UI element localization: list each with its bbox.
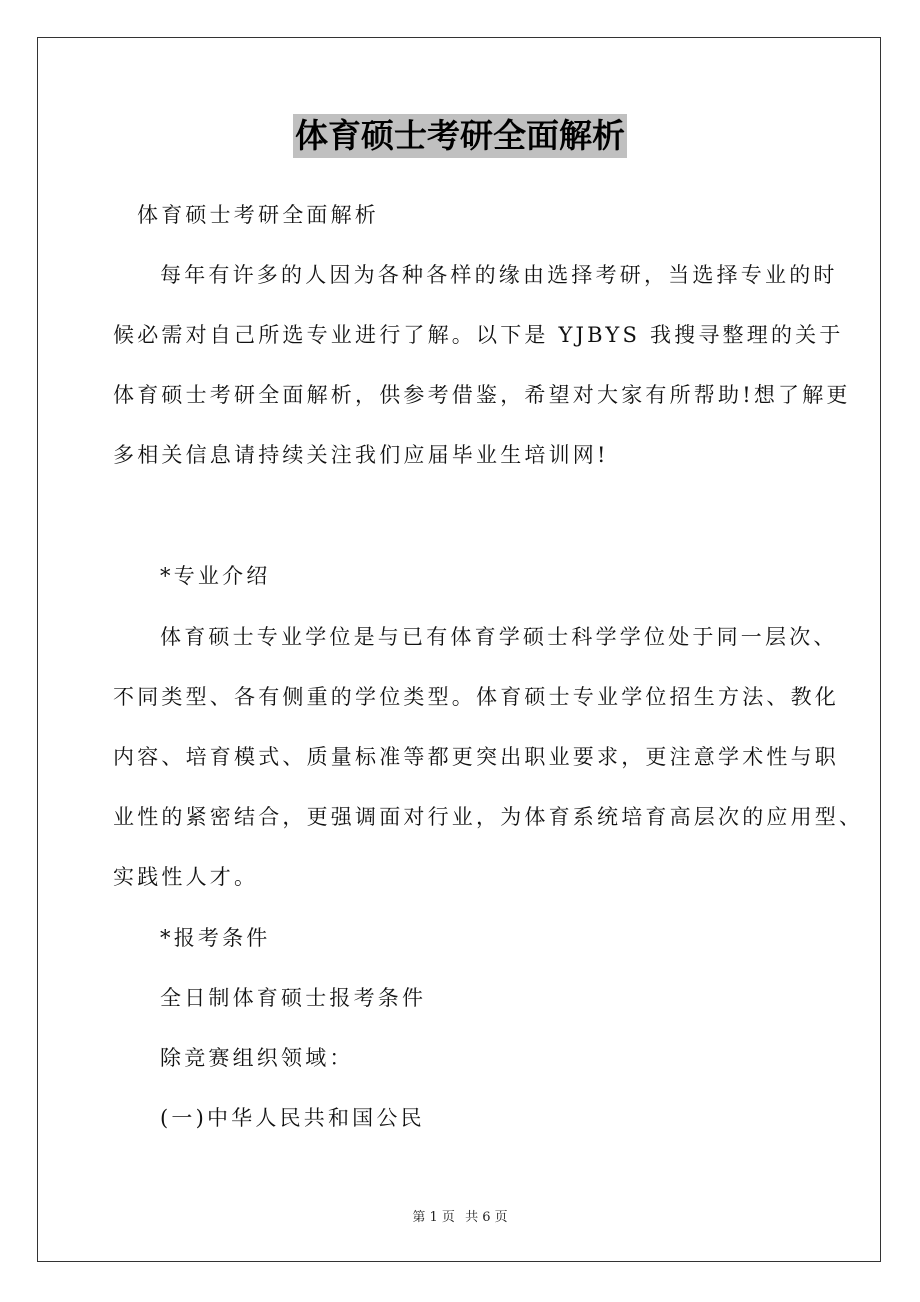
paragraph-line: 内容、培育模式、质量标准等都更突出职业要求，更注意学术性与职 [113,745,839,769]
section-heading: *报考条件 [160,926,271,950]
page-number: 第 1 页 [412,1210,455,1225]
page-total: 共 6 页 [465,1210,508,1225]
paragraph-line: 实践性人才。 [113,865,259,889]
paragraph-line: 体育硕士考研全面解析，供参考借鉴，希望对大家有所帮助!想了解更 [113,383,851,407]
section-heading: *专业介绍 [160,564,271,588]
paragraph-line: 体育硕士专业学位是与已有体育学硕士科学学位处于同一层次、 [160,625,838,649]
paragraph-line: 除竞赛组织领域： [160,1046,354,1070]
paragraph-line: 多相关信息请持续关注我们应届毕业生培训网! [113,443,609,467]
paragraph-line: 不同类型、各有侧重的学位类型。体育硕士专业学位招生方法、教化 [113,685,839,709]
paragraph-line: 候必需对自己所选专业进行了解。以下是 YJBYS 我搜寻整理的关于 [113,323,844,347]
document-subtitle: 体育硕士考研全面解析 [137,203,379,227]
paragraph-line: 全日制体育硕士报考条件 [160,986,427,1010]
title-container [0,114,920,158]
document-title: 体育硕士考研全面解析 [293,114,627,158]
paragraph-line: 每年有许多的人因为各种各样的缘由选择考研，当选择专业的时 [160,263,838,287]
paragraph-line: (一)中华人民共和国公民 [160,1106,425,1130]
paragraph-line: 业性的紧密结合，更强调面对行业，为体育系统培育高层次的应用型、 [113,805,864,829]
page-footer [0,1206,920,1225]
